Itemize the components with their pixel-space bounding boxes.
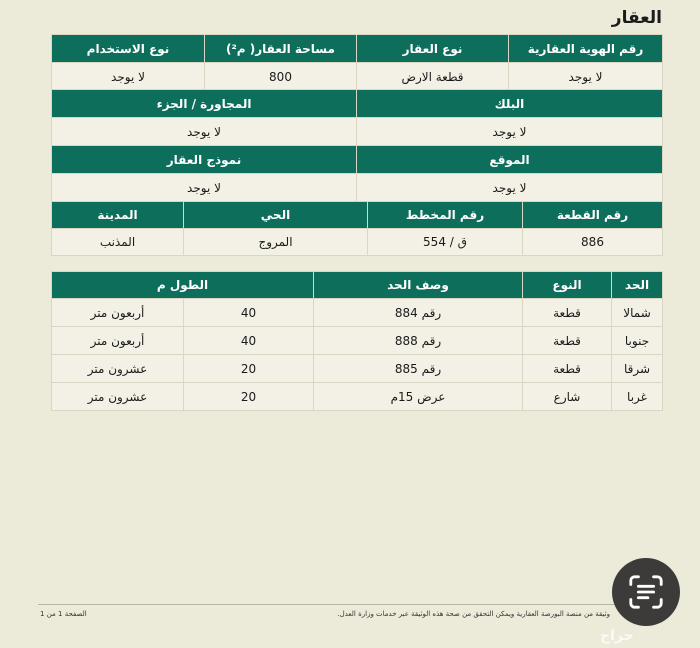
usage-type-value: لا يوجد [52,63,205,91]
description-cell: رقم 888 [314,327,523,355]
header-cell: رقم الهوية العقارية [509,35,663,63]
header-cell: مساحة العقار( م²) [205,35,357,63]
block-table [51,89,663,146]
length-text-cell: أربعون متر [52,327,184,355]
city-value: المذنب [52,229,184,256]
header-cell: نوع العقار [357,35,509,63]
table-row [52,355,663,383]
property-type-value: قطعة الارض [357,63,509,91]
header-cell: الحي [184,202,368,229]
direction-cell: جنوبا [612,327,663,355]
table-row [52,327,663,355]
direction-cell: شرقا [612,355,663,383]
table-header-row [52,202,663,229]
length-text-cell: عشرون متر [52,383,184,411]
header-cell: نموذج العقار [52,146,357,174]
district-value: المروج [184,229,368,256]
header-cell: نوع الاستخدام [52,35,205,63]
watermark-logo: حراج [600,628,634,644]
block-value: لا يوجد [357,118,663,146]
property-id-value: لا يوجد [509,63,663,91]
table-row [52,118,663,146]
property-area-value: 800 [205,63,357,91]
neighborhood-part-value: لا يوجد [52,118,357,146]
description-cell: رقم 885 [314,355,523,383]
location-table [51,145,663,202]
text-scan-button[interactable] [612,558,680,626]
header-cell: الطول م [52,272,314,299]
type-cell: قطعة [523,299,612,327]
header-cell: البلك [357,90,663,118]
property-info-table [51,34,663,91]
type-cell: قطعة [523,355,612,383]
footer-note: وثيقة من منصة البورصة العقارية ويمكن التحقق من صحة هذه الوثيقة عبر خدمات وزارة العدل. [337,610,610,618]
header-cell: رقم القطعة [523,202,663,229]
length-cell: 40 [184,327,314,355]
plot-number-value: 886 [523,229,663,256]
length-cell: 20 [184,383,314,411]
table-row [52,63,663,91]
plot-table [51,201,663,256]
length-text-cell: عشرون متر [52,355,184,383]
table-header-row [52,35,663,63]
table-row [52,174,663,202]
page-number: الصفحة 1 من 1 [40,610,87,618]
header-cell: المجاورة / الجزء [52,90,357,118]
length-cell: 20 [184,355,314,383]
header-cell: الموقع [357,146,663,174]
location-value: لا يوجد [357,174,663,202]
length-cell: 40 [184,299,314,327]
text-scan-icon [627,573,665,611]
header-cell: الحد [612,272,663,299]
section-title: العقار [611,8,662,28]
description-cell: عرض 15م [314,383,523,411]
table-row [52,383,663,411]
header-cell: المدينة [52,202,184,229]
description-cell: رقم 884 [314,299,523,327]
table-row [52,229,663,256]
property-model-value: لا يوجد [52,174,357,202]
type-cell: شارع [523,383,612,411]
direction-cell: غربا [612,383,663,411]
plan-number-value: 554 / ق [368,229,523,256]
table-header-row [52,272,663,299]
table-row [52,299,663,327]
length-text-cell: أربعون متر [52,299,184,327]
header-cell: النوع [523,272,612,299]
header-cell: رقم المخطط [368,202,523,229]
header-cell: وصف الحد [314,272,523,299]
direction-cell: شمالا [612,299,663,327]
table-header-row [52,146,663,174]
boundaries-table [51,271,663,411]
type-cell: قطعة [523,327,612,355]
table-header-row [52,90,663,118]
footer-divider [38,604,663,605]
